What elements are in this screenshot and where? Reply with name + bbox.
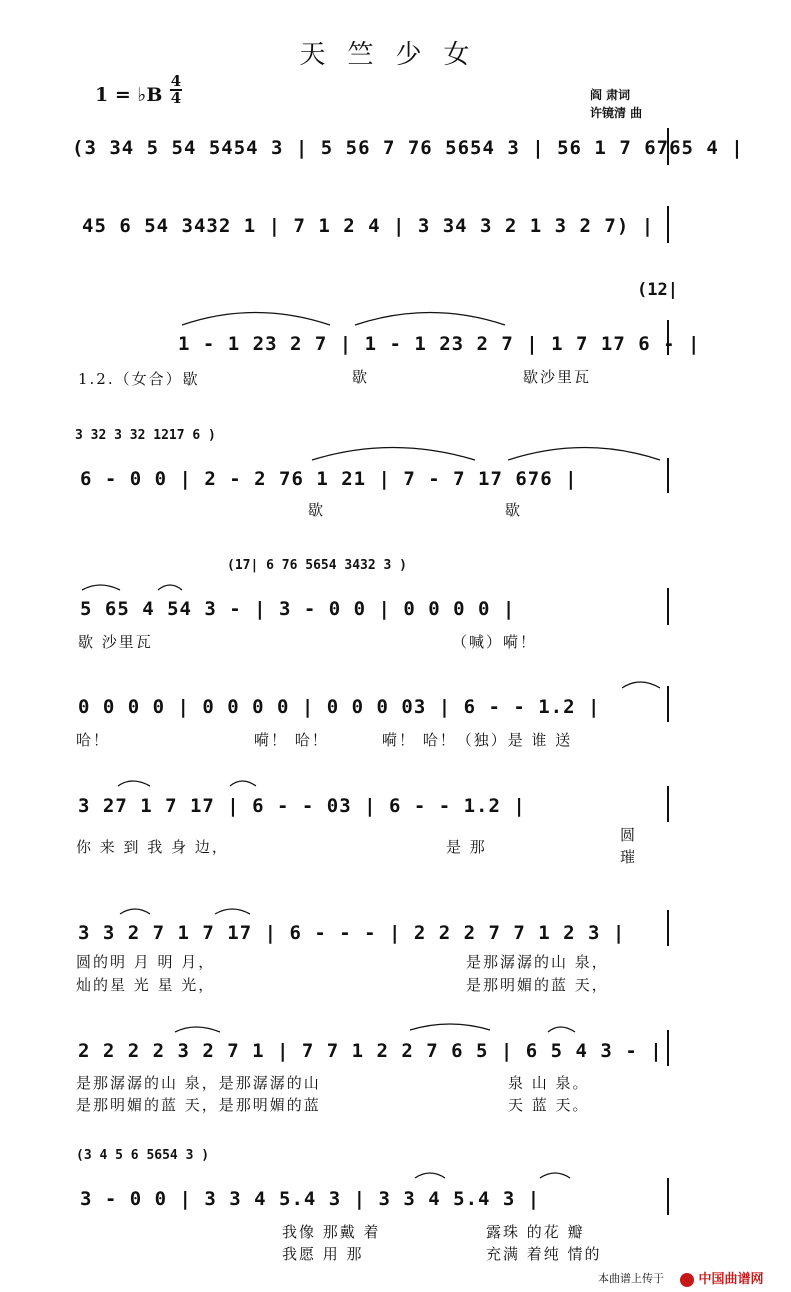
- notation-row-8: 3 3 2 7 1 7 17 | 6 - - - | 2 2 2 7 7 1 2 3 |: [78, 922, 626, 944]
- notation-row-2: 45 6 54 3432 1 | 7 1 2 4 | 3 34 3 2 1 3 2 7) |: [82, 215, 655, 237]
- lyric-row-8a2: 是那潺潺的山 泉，: [466, 953, 609, 971]
- notation-row-5: 5 65 4 54 3 - | 3 - 0 0 | 0 0 0 0 |: [80, 598, 516, 620]
- lyric-row-6b: 嗬！ 哈！: [254, 731, 329, 749]
- site-name: 中国曲谱网: [698, 1272, 764, 1287]
- slur-9: [230, 781, 256, 786]
- aux-notes-row-5: (17| 6 76 5654 3432 3 ): [227, 558, 408, 573]
- slur-5: [82, 585, 120, 590]
- slur-7: [622, 682, 660, 688]
- slur-13: [410, 1024, 490, 1030]
- site-logo[interactable]: [680, 1268, 764, 1287]
- lyricist-credit: 阎 肃词: [590, 88, 631, 102]
- lyric-row-8b1: 灿的星 光 星 光，: [76, 976, 216, 994]
- key-signature: 1 = ♭B: [95, 84, 163, 106]
- lyric-row-9b1: 是那明媚的蓝 天，是那明媚的蓝: [76, 1096, 321, 1114]
- slur-16: [540, 1173, 570, 1178]
- lyric-row-4a: 歇: [308, 501, 326, 519]
- lyric-row-10b1: 我愿 用 那: [282, 1245, 364, 1263]
- slur-3: [312, 448, 475, 461]
- aux-notes-row-4: 3 32 3 32 1217 6 ): [75, 428, 216, 443]
- lyric-row-3c: 歇沙里瓦: [523, 368, 592, 386]
- score-title: 天竺少女: [299, 40, 492, 70]
- notation-row-10: 3 - 0 0 | 3 3 4 5.4 3 | 3 3 4 5.4 3 |: [80, 1188, 541, 1210]
- lyric-row-7b: 是 那: [446, 838, 487, 856]
- time-top: 4: [170, 72, 182, 90]
- lyric-row-3b: 歇: [352, 368, 370, 386]
- lyric-row-8a1: 圆的明 月 明 月，: [76, 953, 216, 971]
- slur-12: [175, 1027, 220, 1032]
- composer-credit: 许镜清 曲: [590, 106, 643, 120]
- notation-row-9: 2 2 2 2 3 2 7 1 | 7 7 1 2 2 7 6 5 | 6 5 4 3 - |: [78, 1040, 663, 1062]
- notation-row-4: 6 - 0 0 | 2 - 2 76 1 21 | 7 - 7 17 676 |: [80, 468, 578, 490]
- lyric-row-4b: 歇: [505, 501, 523, 519]
- aux-notes-row-10: (3 4 5 6 5654 3 ): [76, 1148, 210, 1163]
- lyric-row-9a1: 是那潺潺的山 泉，是那潺潺的山: [76, 1074, 321, 1092]
- slur-4: [508, 448, 660, 461]
- lyric-row-6c: 嗬！ 哈！（独）是 谁 送: [382, 731, 573, 749]
- lyric-row-7a: 你 来 到 我 身 边，: [76, 838, 229, 856]
- notation-row-3: 1 - 1 23 2 7 | 1 - 1 23 2 7 | 1 7 17 6 - |: [178, 333, 701, 355]
- slur-6: [158, 585, 182, 590]
- lyric-row-10a1: 我像 那戴 着: [282, 1223, 381, 1241]
- slur-10: [120, 909, 150, 914]
- slur-11: [215, 909, 250, 914]
- lyric-row-7c: 圆: [620, 826, 638, 844]
- slur-8: [118, 781, 150, 786]
- slur-14: [548, 1027, 575, 1032]
- slur-15: [415, 1173, 445, 1178]
- notation-row-7: 3 27 1 7 17 | 6 - - 03 | 6 - - 1.2 |: [78, 795, 526, 817]
- footer-text: 本曲谱上传于: [598, 1272, 664, 1285]
- slur-2: [355, 313, 505, 326]
- slur-1: [182, 313, 330, 326]
- lyric-row-7d: 璀: [620, 848, 638, 866]
- aux-notes-row-3: (12|: [637, 280, 678, 300]
- lyric-row-5a: 歇 沙里瓦: [78, 633, 153, 651]
- lyric-row-8b2: 是那明媚的蓝 天，: [466, 976, 609, 994]
- lyric-row-5b: （喊）嗬！: [452, 633, 538, 651]
- lyric-row-3a: 1.2.（女合）歇: [78, 370, 200, 388]
- lyric-row-9a2: 泉 山 泉。: [508, 1074, 590, 1092]
- notation-row-6: 0 0 0 0 | 0 0 0 0 | 0 0 0 03 | 6 - - 1.2 |: [78, 696, 601, 718]
- notation-row-1: (3 34 5 54 5454 3 | 5 56 7 76 5654 3 | 56 1 7 6765 4 |: [72, 137, 744, 159]
- time-bottom: 4: [170, 89, 182, 107]
- lyric-row-10b2: 充满 着纯 情的: [486, 1245, 602, 1263]
- lyric-row-10a2: 露珠 的花 瓣: [486, 1223, 585, 1241]
- logo-icon: [680, 1273, 694, 1287]
- lyric-row-6a: 哈！: [76, 731, 111, 749]
- lyric-row-9b2: 天 蓝 天。: [508, 1096, 590, 1114]
